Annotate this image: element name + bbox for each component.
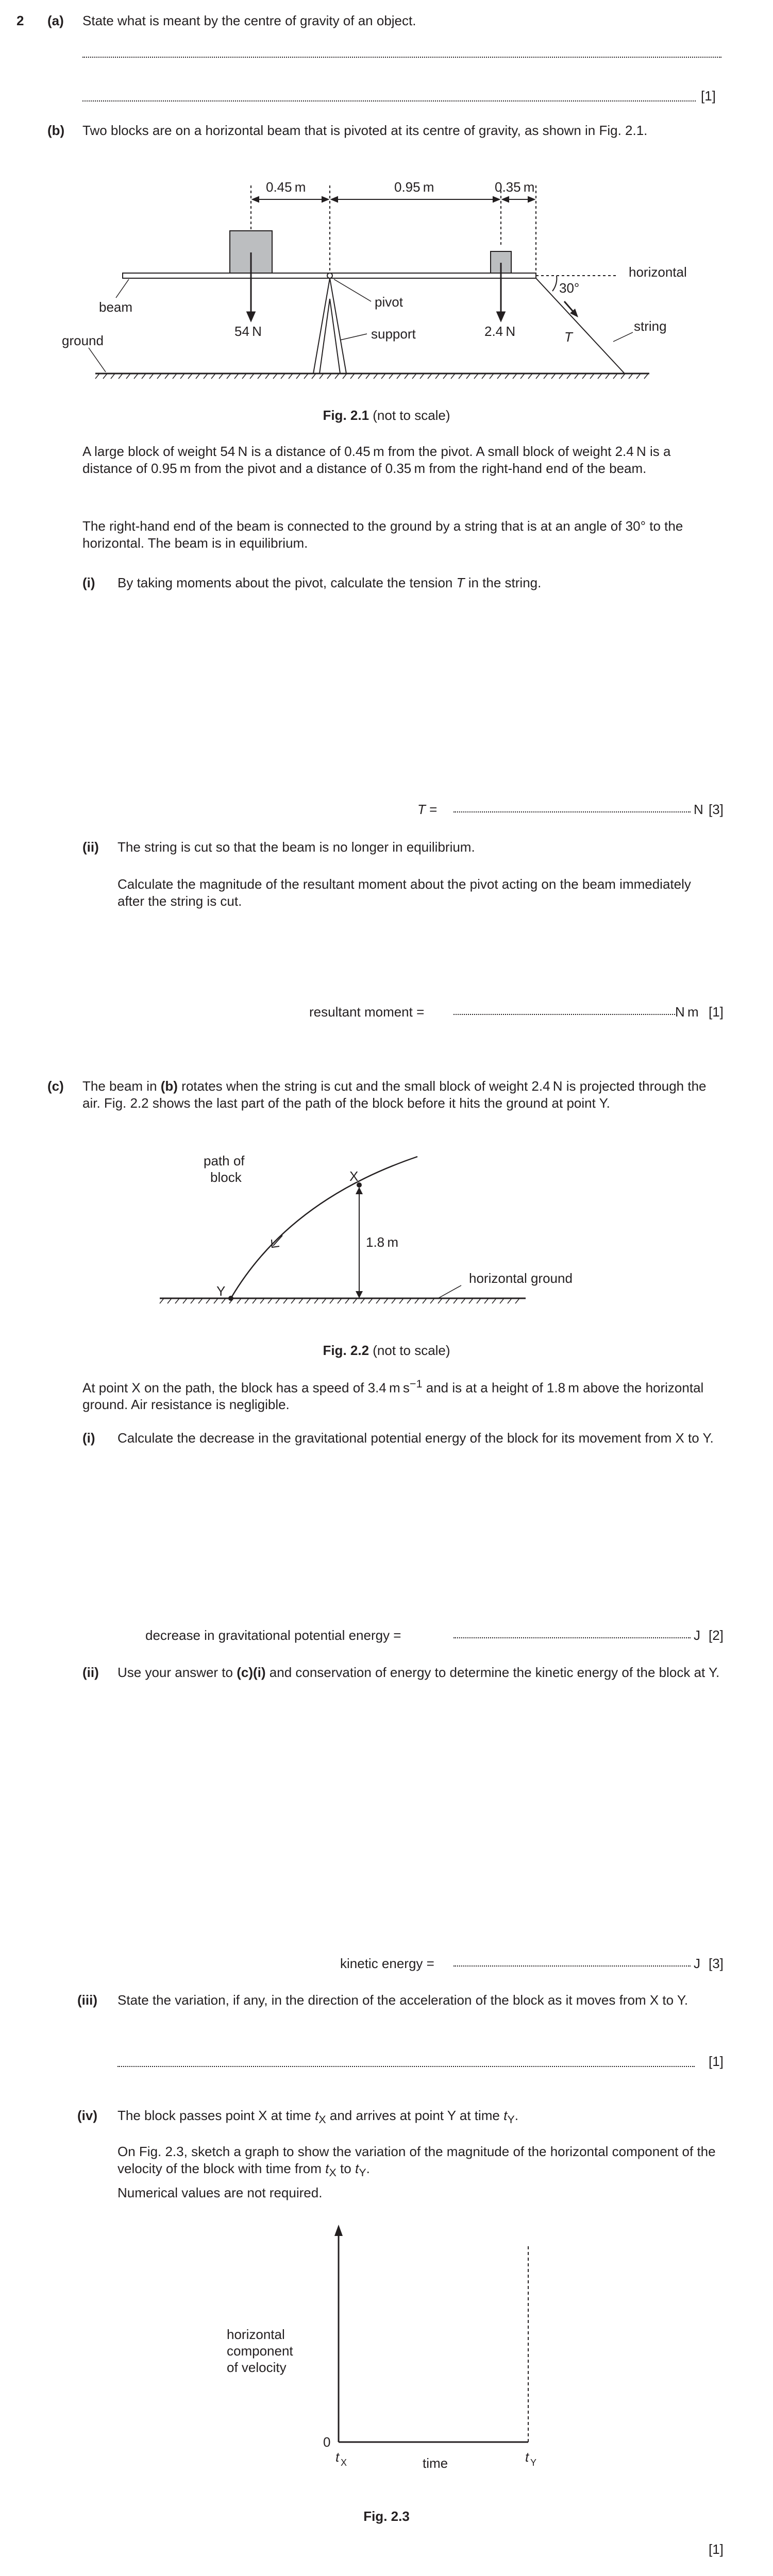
part-b-ii-marks: [1]	[709, 1004, 724, 1020]
part-b-para-2: The right-hand end of the beam is connected to the ground by a string that is at an angle of 30° to the horizontal. The beam is in equilibrium.	[82, 518, 683, 551]
part-c-iii-label: (iii)	[77, 1992, 97, 2008]
part-c-intro: The beam in (b) rotates when the string is cut and the small block of weight 2.4 N is projected through the air. Fig. 2.2 shows the last part of the path of the block before it hits the ground at point Y.	[82, 1078, 707, 1111]
part-c-iv-label: (iv)	[77, 2108, 97, 2123]
part-b-i-unit: N	[694, 802, 703, 817]
part-b-i-answer-line[interactable]	[453, 811, 691, 812]
part-b-ii-unit: N m	[675, 1004, 699, 1020]
label-horizontal-ground: horizontal ground	[469, 1270, 573, 1286]
part-c-i-unit: J	[694, 1628, 700, 1643]
part-c-i-answer-line[interactable]	[453, 1637, 691, 1638]
part-c-i-marks: [2]	[709, 1628, 724, 1643]
weight-24n: 2.4 N	[484, 324, 516, 339]
part-c-i-label: (i)	[82, 1430, 95, 1446]
dim-095: 0.95 m	[394, 179, 434, 195]
part-c-iv-text-3: Numerical values are not required.	[117, 2185, 323, 2200]
tick-ty-sub: Y	[530, 2458, 537, 2468]
tick-ty: t	[525, 2449, 529, 2465]
label-horizontal: horizontal	[629, 264, 687, 280]
fig-2-3-caption: Fig. 2.3	[363, 2509, 410, 2524]
tension-t: T	[564, 329, 573, 345]
path-of-block	[231, 1157, 417, 1298]
fig-2-1-caption: Fig. 2.1 (not to scale)	[323, 408, 450, 423]
origin-zero: 0	[323, 2434, 331, 2450]
y-label-3: of velocity	[227, 2360, 287, 2375]
part-c-iv-marks: [1]	[709, 2541, 724, 2557]
part-a-question: State what is meant by the centre of gravity of an object.	[82, 13, 416, 28]
part-b-ii-answer-line[interactable]	[453, 1014, 675, 1015]
part-b-i-question: By taking moments about the pivot, calculate the tension T in the string.	[117, 575, 542, 590]
part-c-iii-question: State the variation, if any, in the direction of the acceleration of the block as it moves from X to Y.	[117, 1992, 688, 2008]
label-beam: beam	[99, 299, 133, 315]
label-ground: ground	[62, 333, 104, 348]
part-a-answer-line-1[interactable]	[82, 57, 721, 58]
part-b-para-1: A large block of weight 54 N is a distance of 0.45 m from the pivot. A small block of weight 2.4 N is a distance of 0.95 m from the pivot and a distance of 0.35 m from the right-hand end of the beam.	[82, 444, 671, 476]
part-b-i-label: (i)	[82, 575, 95, 590]
part-a-answer-line-2[interactable]	[82, 100, 696, 101]
label-y: Y	[216, 1283, 226, 1299]
label-path-2: block	[210, 1170, 242, 1185]
figure-2-1	[0, 170, 773, 386]
part-c-ii-marks: [3]	[709, 1956, 724, 1971]
part-c-ii-question: Use your answer to (c)(i) and conservation of energy to determine the kinetic energy of the block at Y.	[117, 1665, 720, 1680]
figure-2-2	[0, 1144, 773, 1314]
string	[536, 278, 625, 374]
label-pivot: pivot	[375, 294, 403, 310]
part-b-ii-text-2: Calculate the magnitude of the resultant moment about the pivot acting on the beam immediately after the string is cut.	[117, 876, 691, 909]
part-b-ii-label: (ii)	[82, 839, 99, 855]
part-c-label: (c)	[47, 1078, 64, 1094]
figure-2-3[interactable]	[0, 2215, 773, 2483]
dim-035: 0.35 m	[495, 179, 535, 195]
dim-045: 0.45 m	[266, 179, 306, 195]
part-c-ii-unit: J	[694, 1956, 700, 1971]
part-b-ii-text-1: The string is cut so that the beam is no longer in equilibrium.	[117, 839, 475, 855]
support	[313, 278, 346, 374]
label-path-1: path of	[204, 1153, 245, 1168]
part-c-iii-answer-line[interactable]	[117, 2066, 695, 2067]
weight-54n: 54 N	[234, 324, 262, 339]
y-label-2: component	[227, 2343, 293, 2359]
part-b-i-marks: [3]	[709, 802, 724, 817]
label-x: X	[349, 1168, 359, 1184]
tick-tx-sub: X	[341, 2458, 347, 2468]
part-a-marks: [1]	[701, 88, 716, 104]
part-c-i-answer-label: decrease in gravitational potential energy =	[145, 1628, 401, 1643]
part-b-intro: Two blocks are on a horizontal beam that is pivoted at its centre of gravity, as shown in Fig. 2.1.	[82, 123, 648, 138]
label-support: support	[371, 326, 416, 342]
label-string: string	[634, 318, 667, 334]
part-c-ii-answer-line[interactable]	[453, 1965, 691, 1967]
y-axis-arrow	[334, 2225, 343, 2236]
question-number: 2	[16, 13, 24, 28]
part-c-i-question: Calculate the decrease in the gravitational potential energy of the block for its movement from X to Y.	[117, 1430, 714, 1446]
pivot-point	[327, 273, 332, 278]
height-label: 1.8 m	[366, 1234, 399, 1250]
part-b-ii-answer-label: resultant moment =	[309, 1004, 425, 1020]
part-b-i-answer-label: T =	[417, 802, 438, 817]
part-c-ii-answer-label: kinetic energy =	[340, 1956, 434, 1971]
angle-30: 30°	[559, 280, 580, 296]
x-label-time: time	[423, 2455, 448, 2471]
part-c-ii-label: (ii)	[82, 1665, 99, 1680]
part-b-label: (b)	[47, 123, 65, 138]
part-c-iv-text-1: The block passes point X at time $t_X$ and arrives at point Y at time $t_Y$.	[117, 2108, 519, 2126]
fig-2-2-caption: Fig. 2.2 (not to scale)	[323, 1343, 450, 1358]
part-a-label: (a)	[47, 13, 64, 28]
part-c-para: At point X on the path, the block has a speed of 3.4 m $s^{-1}$ and is at a height of 1.8 m above the horizontal ground. Air resistance is negligible.	[82, 1377, 704, 1413]
part-c-iv-text-2: On Fig. 2.3, sketch a graph to show the variation of the magnitude of the horizontal component of the velocity of the block with time from $t_X$ to $t_Y$.	[117, 2144, 716, 2179]
y-label-1: horizontal	[227, 2327, 285, 2342]
tick-tx: t	[335, 2449, 340, 2465]
part-c-iii-marks: [1]	[709, 2054, 724, 2069]
